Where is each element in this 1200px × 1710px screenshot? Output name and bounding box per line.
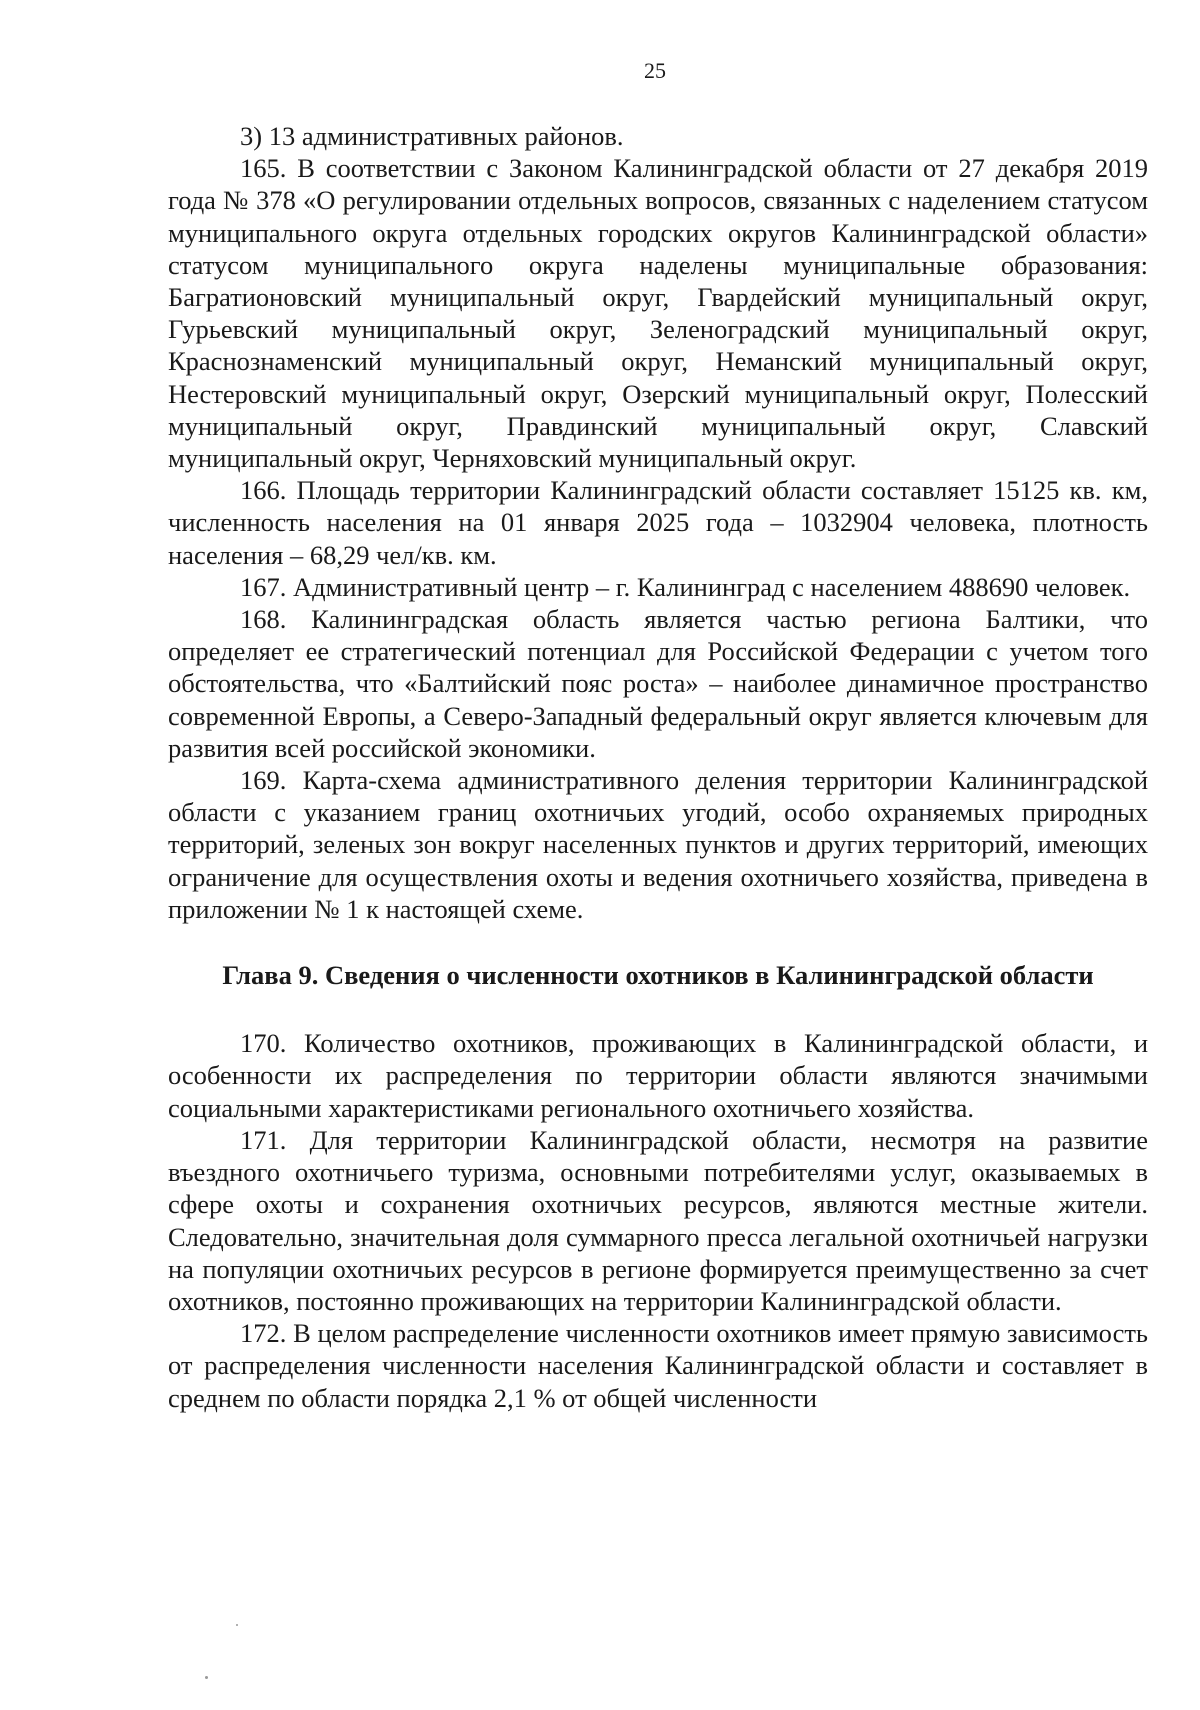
paragraph-169: 169. Карта-схема административного деления территории Калининградской области с указанием границ охотничьих угодий, особо охраняемых природных территорий, зеленых зон вокруг населенных пунктов и других территорий, имеющих ограничение для осуществления охоты и ведения охотничьего хозяйства, приведена в приложении № 1 к настоящей схеме. — [168, 765, 1148, 924]
paragraph-167: 167. Административный центр – г. Калининград с населением 488690 человек. — [240, 571, 1131, 602]
document-body — [168, 120, 1148, 1414]
paragraph-admin-districts: 3) 13 административных районов. — [240, 121, 624, 151]
paragraph-166: 166. Площадь территории Калининградский области составляет 15125 кв. км, численность населения на 01 января 2025 года – 1032904 человека, плотность населения – 68,29 чел/кв. км. — [168, 475, 1148, 570]
page-number: 25 — [644, 58, 666, 83]
chapter-heading: Глава 9. Сведения о численности охотников в Калининградской области — [222, 960, 1094, 991]
paragraph-170: 170. Количество охотников, проживающих в Калининградской области, и особенности их распределения по территории области являются значимыми социальными характеристиками регионального охотничьего хозяйства. — [168, 1028, 1148, 1123]
paragraph-172: 172. В целом распределение численности охотников имеет прямую зависимость от распределения численности населения Калининградской области и составляет в среднем по области порядка 2,1 % от общей численности — [168, 1318, 1148, 1413]
scan-speck — [205, 1676, 208, 1679]
paragraph-165: 165. В соответствии с Законом Калининградской области от 27 декабря 2019 года № 378 «О регулировании отдельных вопросов, связанных с наделением статусом муниципального округа отдельных городских округов Калининградской области» статусом муниципального округа наделены муниципальные образования: Багратионовский муниципальный округ, Гвардейский муниципальный округ, Гурьевский муниципальный округ, Зеленоградский муниципальный округ, Краснознаменский муниципальный округ, Неманский муниципальный округ, Нестеровский муниципальный округ, Озерский муниципальный округ, Полесский муниципальный округ, Правдинский муниципальный округ, Славский муниципальный округ, Черняховский муниципальный округ. — [168, 153, 1148, 474]
paragraph-171: 171. Для территории Калининградской области, несмотря на развитие въездного охотничьего туризма, основными потребителями услуг, оказываемых в сфере охоты и сохранения охотничьих ресурсов, являются местные жители. Следовательно, значительная доля суммарного пресса легальной охотничьей нагрузки на популяции охотничьих ресурсов в регионе формируется преимущественно за счет охотников, постоянно проживающих на территории Калининградской области. — [168, 1124, 1148, 1316]
scan-speck — [236, 1624, 238, 1626]
paragraph-168: 168. Калининградская область является частью региона Балтики, что определяет ее стратегический потенциал для Российской Федерации с учетом того обстоятельства, что «Балтийский пояс роста» – наиболее динамичное пространство современной Европы, а Северо-Западный федеральный округ является ключевым для развития всей российской экономики. — [168, 604, 1148, 763]
